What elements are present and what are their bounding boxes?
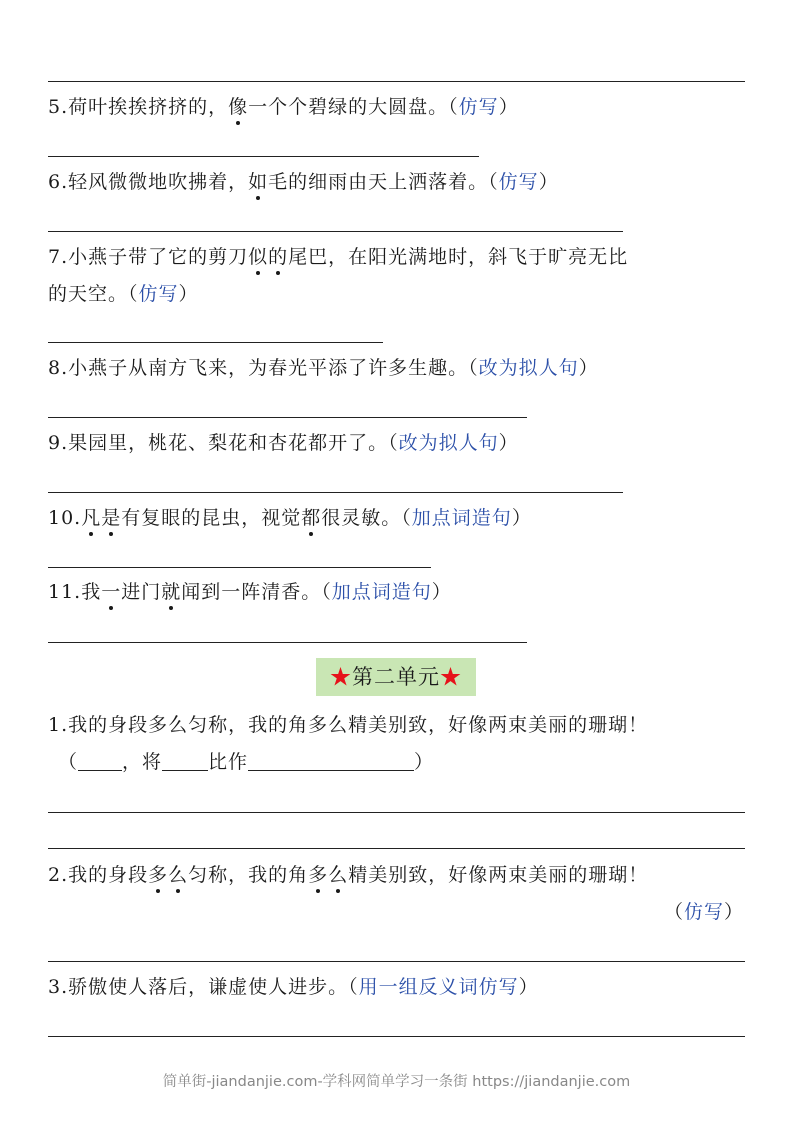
bracket: ）: [518, 976, 539, 998]
answer-line: [48, 961, 745, 962]
task-instruction: 加点词造句: [331, 581, 432, 603]
section-title: 第二单元: [352, 665, 440, 689]
question-text: 7.小燕子带了它的剪刀: [48, 246, 249, 268]
question-text: 匀称，我的角: [188, 864, 309, 886]
question-text: 10.: [48, 507, 82, 529]
question-7: [48, 245, 628, 269]
answer-line: [48, 231, 623, 232]
unit2-question-1: [48, 713, 648, 737]
dotted-word: 凡: [81, 507, 102, 529]
bracket: ）: [724, 901, 745, 923]
question-9: [48, 431, 519, 455]
dotted-word: 的: [268, 246, 289, 268]
answer-line: [48, 492, 623, 493]
answer-line: [48, 156, 479, 157]
dotted-word: 多: [148, 864, 169, 886]
task-instruction: 改为拟人句: [398, 432, 499, 454]
dotted-word: 么: [168, 864, 189, 886]
question-8: [48, 356, 599, 380]
dotted-word: 就: [161, 581, 182, 603]
bracket: （: [58, 751, 79, 773]
dotted-word: 多: [308, 864, 329, 886]
question-11: [48, 580, 452, 604]
task-instruction: 仿写: [684, 901, 725, 923]
question-text: 2.我的身段: [48, 864, 149, 886]
question-5: [48, 95, 519, 119]
answer-line: [48, 342, 383, 343]
dotted-word: 都: [301, 507, 322, 529]
fill-blank[interactable]: [162, 752, 208, 771]
fill-blank[interactable]: [248, 752, 414, 771]
answer-line: [48, 81, 745, 82]
dotted-word: 是: [101, 507, 122, 529]
question-text: 毛的细雨由天上洒落着。（: [268, 171, 499, 193]
answer-line: [48, 642, 527, 643]
unit2-question-1-fill: [58, 750, 434, 774]
task-instruction: 仿写: [138, 283, 179, 305]
answer-line: [48, 417, 527, 418]
question-text: ，将: [122, 751, 163, 773]
question-text: 尾巴，在阳光满地时，斜飞于旷亮无比: [288, 246, 629, 268]
question-text: 5.荷叶挨挨挤挤的，: [48, 96, 229, 118]
bracket: ）: [178, 283, 199, 305]
question-text: 进门: [121, 581, 162, 603]
question-text: 11.我: [48, 581, 102, 603]
question-text: 很灵敏。（: [321, 507, 412, 529]
question-6: [48, 170, 559, 194]
dotted-word: 似: [248, 246, 269, 268]
bracket: ）: [538, 171, 559, 193]
bracket: （: [664, 901, 685, 923]
task-instruction: 仿写: [458, 96, 499, 118]
unit2-question-2: [48, 863, 648, 887]
fill-blank[interactable]: [78, 752, 122, 771]
question-text: 3.骄傲使人落后，谦虚使人进步。（: [48, 976, 359, 998]
answer-line: [48, 848, 745, 849]
question-text: 8.小燕子从南方飞来，为春光平添了许多生趣。（: [48, 357, 479, 379]
dotted-word: 像: [228, 96, 249, 118]
question-text: 6.轻风微微地吹拂着，: [48, 171, 249, 193]
answer-line: [48, 1036, 745, 1037]
bracket: ）: [511, 507, 532, 529]
bracket: ）: [498, 96, 519, 118]
star-icon: ★: [440, 665, 462, 689]
dotted-word: 如: [248, 171, 269, 193]
question-text: 闻到一阵清香。（: [181, 581, 332, 603]
unit2-question-3: [48, 975, 539, 999]
task-instruction: 改为拟人句: [478, 357, 579, 379]
dotted-word: 么: [328, 864, 349, 886]
task-instruction: 用一组反义词仿写: [358, 976, 519, 998]
unit2-question-2-task: [664, 900, 744, 924]
answer-line: [48, 567, 431, 568]
footer-watermark: 简单街-jiandanjie.com-学科网简单学习一条街 https://jiandanjie.com: [162, 1074, 631, 1090]
task-instruction: 加点词造句: [411, 507, 512, 529]
question-text: 有复眼的昆虫，视觉: [121, 507, 302, 529]
question-text: 精美别致，好像两束美丽的珊瑚！: [348, 864, 649, 886]
star-icon: ★: [330, 665, 352, 689]
task-instruction: 仿写: [498, 171, 539, 193]
dotted-word: 一: [101, 581, 122, 603]
section-heading: [316, 658, 476, 696]
bracket: ）: [578, 357, 599, 379]
answer-line: [48, 812, 745, 813]
question-text: 比作: [208, 751, 249, 773]
question-7-line-2: [48, 282, 199, 306]
bracket: ）: [431, 581, 452, 603]
question-text: 一个个碧绿的大圆盘。（: [248, 96, 459, 118]
bracket: ）: [498, 432, 519, 454]
question-text: 1.我的身段多么匀称，我的角多么精美别致，好像两束美丽的珊瑚！: [48, 714, 649, 736]
bracket: ）: [414, 751, 435, 773]
question-text: 9.果园里，桃花、梨花和杏花都开了。（: [48, 432, 399, 454]
question-10: [48, 506, 532, 530]
question-text: 的天空。（: [48, 283, 139, 305]
